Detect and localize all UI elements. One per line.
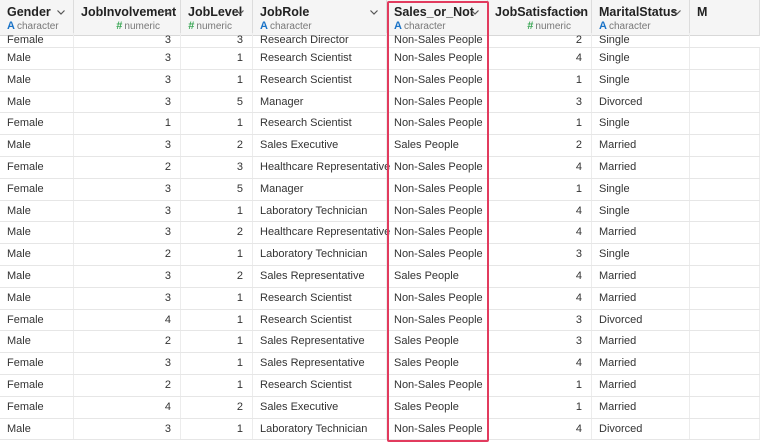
- cell-sales-or-not[interactable]: Non-Sales People: [387, 113, 488, 134]
- cell-maritalstatus[interactable]: Divorced: [592, 310, 690, 331]
- cell-jobrole[interactable]: Sales Representative: [253, 331, 387, 352]
- cell-jobinvolvement[interactable]: 3: [74, 201, 181, 222]
- cell-sales-or-not[interactable]: Non-Sales People: [387, 179, 488, 200]
- cell-jobinvolvement[interactable]: 4: [74, 397, 181, 418]
- cell-maritalstatus[interactable]: Married: [592, 266, 690, 287]
- character-type-icon: A: [394, 20, 402, 32]
- column-name: JobLevel: [188, 5, 243, 19]
- cell-sales-or-not[interactable]: Sales People: [387, 135, 488, 156]
- cell-joblevel[interactable]: 3: [181, 157, 253, 178]
- column-header-jobinvolvement[interactable]: [74, 0, 181, 36]
- table-row: [0, 310, 760, 332]
- cell-m[interactable]: [690, 331, 760, 352]
- cell-joblevel[interactable]: 1: [181, 419, 253, 440]
- cell-jobinvolvement[interactable]: 3: [74, 135, 181, 156]
- cell-maritalstatus[interactable]: Single: [592, 48, 690, 69]
- cell-jobsatisfaction[interactable]: 2: [488, 135, 592, 156]
- cell-jobinvolvement[interactable]: 3: [74, 353, 181, 374]
- table-row: [0, 92, 760, 114]
- column-header-joblevel[interactable]: [181, 0, 253, 36]
- cell-jobsatisfaction[interactable]: 3: [488, 244, 592, 265]
- cell-m[interactable]: [690, 266, 760, 287]
- cell-m[interactable]: [690, 48, 760, 69]
- cell-jobinvolvement[interactable]: 3: [74, 222, 181, 243]
- column-type-label: character: [16, 21, 59, 32]
- cell-joblevel[interactable]: 1: [181, 331, 253, 352]
- column-name: JobSatisfaction: [495, 5, 589, 19]
- column-name: MaritalStatus: [599, 5, 678, 19]
- character-type-icon: A: [260, 20, 268, 32]
- cell-sales-or-not[interactable]: Non-Sales People: [387, 310, 488, 331]
- cell-joblevel[interactable]: 1: [181, 353, 253, 374]
- table-row: [0, 70, 760, 92]
- column-header-gender[interactable]: [0, 0, 74, 36]
- cell-gender[interactable]: Male: [0, 48, 74, 69]
- table-row: [0, 135, 760, 157]
- cell-maritalstatus[interactable]: Single: [592, 33, 690, 47]
- cell-jobrole[interactable]: Manager: [253, 92, 387, 113]
- cell-gender[interactable]: Female: [0, 353, 74, 374]
- cell-jobrole[interactable]: Research Scientist: [253, 310, 387, 331]
- cell-jobrole[interactable]: Laboratory Technician: [253, 244, 387, 265]
- cell-jobsatisfaction[interactable]: 2: [488, 33, 592, 47]
- chevron-down-icon[interactable]: [574, 7, 584, 17]
- column-type-label: numeric: [124, 21, 160, 32]
- cell-maritalstatus[interactable]: Divorced: [592, 419, 690, 440]
- cell-jobsatisfaction[interactable]: 3: [488, 92, 592, 113]
- cell-gender[interactable]: Male: [0, 70, 74, 91]
- table-row: [0, 48, 760, 70]
- cell-jobinvolvement[interactable]: 4: [74, 310, 181, 331]
- cell-jobsatisfaction[interactable]: 4: [488, 48, 592, 69]
- column-type: [495, 20, 591, 33]
- cell-jobsatisfaction[interactable]: 4: [488, 222, 592, 243]
- cell-jobinvolvement[interactable]: 2: [74, 157, 181, 178]
- cell-joblevel[interactable]: 1: [181, 70, 253, 91]
- cell-joblevel[interactable]: 1: [181, 244, 253, 265]
- cell-joblevel[interactable]: 1: [181, 288, 253, 309]
- column-type-label: character: [608, 21, 651, 32]
- cell-maritalstatus[interactable]: Married: [592, 375, 690, 396]
- cell-gender[interactable]: Male: [0, 266, 74, 287]
- character-type-icon: A: [7, 20, 15, 32]
- cell-gender[interactable]: Female: [0, 310, 74, 331]
- cell-jobrole[interactable]: Sales Representative: [253, 266, 387, 287]
- cell-gender[interactable]: Male: [0, 331, 74, 352]
- cell-joblevel[interactable]: 5: [181, 179, 253, 200]
- cell-jobinvolvement[interactable]: 2: [74, 375, 181, 396]
- table-row: [0, 222, 760, 244]
- cell-sales-or-not[interactable]: Non-Sales People: [387, 244, 488, 265]
- cell-maritalstatus[interactable]: Married: [592, 135, 690, 156]
- numeric-type-icon: #: [188, 20, 195, 32]
- cell-sales-or-not[interactable]: Non-Sales People: [387, 70, 488, 91]
- cell-m[interactable]: [690, 397, 760, 418]
- cell-jobsatisfaction[interactable]: 1: [488, 179, 592, 200]
- cell-jobsatisfaction[interactable]: 1: [488, 70, 592, 91]
- cell-joblevel[interactable]: 2: [181, 135, 253, 156]
- table-row: [0, 179, 760, 201]
- cell-jobsatisfaction[interactable]: 1: [488, 397, 592, 418]
- character-type-icon: A: [599, 20, 607, 32]
- cell-maritalstatus[interactable]: Single: [592, 113, 690, 134]
- table-row: [0, 419, 760, 441]
- cell-jobrole[interactable]: Manager: [253, 179, 387, 200]
- column-type: [599, 20, 689, 33]
- column-type: [260, 20, 386, 33]
- cell-jobrole[interactable]: Research Scientist: [253, 70, 387, 91]
- column-type-label: character: [269, 21, 312, 32]
- column-header-row: [0, 0, 760, 36]
- cell-jobsatisfaction[interactable]: 4: [488, 353, 592, 374]
- cell-gender[interactable]: Female: [0, 113, 74, 134]
- cell-jobinvolvement[interactable]: 3: [74, 288, 181, 309]
- cell-joblevel[interactable]: 1: [181, 113, 253, 134]
- cell-sales-or-not[interactable]: Sales People: [387, 331, 488, 352]
- cell-jobrole[interactable]: Research Scientist: [253, 288, 387, 309]
- numeric-type-icon: #: [116, 20, 123, 32]
- cell-jobsatisfaction[interactable]: 4: [488, 266, 592, 287]
- table-row: [0, 288, 760, 310]
- cell-jobrole[interactable]: Research Director: [253, 33, 387, 47]
- cell-maritalstatus[interactable]: Married: [592, 353, 690, 374]
- cell-jobinvolvement[interactable]: 3: [74, 419, 181, 440]
- cell-joblevel[interactable]: 2: [181, 266, 253, 287]
- column-type: [81, 20, 180, 33]
- column-type-label: character: [403, 21, 446, 32]
- cell-jobrole[interactable]: Laboratory Technician: [253, 419, 387, 440]
- cell-gender[interactable]: Male: [0, 92, 74, 113]
- cell-sales-or-not[interactable]: Non-Sales People: [387, 201, 488, 222]
- numeric-type-icon: #: [527, 20, 534, 32]
- cell-joblevel[interactable]: 2: [181, 222, 253, 243]
- cell-jobsatisfaction[interactable]: 4: [488, 157, 592, 178]
- cell-m[interactable]: [690, 92, 760, 113]
- chevron-down-icon[interactable]: [235, 7, 245, 17]
- chevron-down-icon[interactable]: [56, 7, 66, 17]
- column-name: M: [697, 5, 708, 19]
- cell-joblevel[interactable]: 1: [181, 375, 253, 396]
- chevron-down-icon[interactable]: [672, 7, 682, 17]
- cell-maritalstatus[interactable]: Married: [592, 397, 690, 418]
- cell-maritalstatus[interactable]: Divorced: [592, 92, 690, 113]
- column-type-label: numeric: [535, 21, 571, 32]
- cell-jobsatisfaction[interactable]: 4: [488, 419, 592, 440]
- cell-jobrole[interactable]: Healthcare Representative: [253, 157, 387, 178]
- column-name: Gender: [7, 5, 51, 19]
- column-header-jobsatisfaction[interactable]: [488, 0, 592, 36]
- cell-maritalstatus[interactable]: Married: [592, 331, 690, 352]
- cell-m[interactable]: [690, 113, 760, 134]
- cell-gender[interactable]: Female: [0, 179, 74, 200]
- cell-m[interactable]: [690, 310, 760, 331]
- cell-sales-or-not[interactable]: Non-Sales People: [387, 419, 488, 440]
- table-row: [0, 353, 760, 375]
- cell-jobinvolvement[interactable]: 2: [74, 331, 181, 352]
- cell-jobinvolvement[interactable]: 2: [74, 244, 181, 265]
- cell-m[interactable]: [690, 375, 760, 396]
- column-header-maritalstatus[interactable]: [592, 0, 690, 36]
- cell-maritalstatus[interactable]: Single: [592, 179, 690, 200]
- cell-m[interactable]: [690, 157, 760, 178]
- cell-jobrole[interactable]: Research Scientist: [253, 48, 387, 69]
- cell-gender[interactable]: Male: [0, 201, 74, 222]
- cell-gender[interactable]: Female: [0, 157, 74, 178]
- table-row: [0, 266, 760, 288]
- cell-m[interactable]: [690, 222, 760, 243]
- cell-m[interactable]: [690, 179, 760, 200]
- cell-jobrole[interactable]: Healthcare Representative: [253, 222, 387, 243]
- cell-maritalstatus[interactable]: Single: [592, 201, 690, 222]
- cell-sales-or-not[interactable]: Non-Sales People: [387, 375, 488, 396]
- column-name: JobRole: [260, 5, 310, 19]
- cell-maritalstatus[interactable]: Married: [592, 157, 690, 178]
- column-type-label: numeric: [196, 21, 232, 32]
- cell-gender[interactable]: Male: [0, 135, 74, 156]
- cell-joblevel[interactable]: 2: [181, 397, 253, 418]
- column-type: [394, 20, 487, 33]
- table-row: [0, 244, 760, 266]
- cell-jobrole[interactable]: Sales Representative: [253, 353, 387, 374]
- cell-m[interactable]: [690, 353, 760, 374]
- cell-maritalstatus[interactable]: Single: [592, 70, 690, 91]
- column-type: [7, 20, 73, 33]
- cell-sales-or-not[interactable]: Sales People: [387, 353, 488, 374]
- cell-jobrole[interactable]: Sales Executive: [253, 397, 387, 418]
- cell-jobinvolvement[interactable]: 3: [74, 33, 181, 47]
- cell-jobinvolvement[interactable]: 1: [74, 113, 181, 134]
- cell-jobsatisfaction[interactable]: 1: [488, 375, 592, 396]
- cell-gender[interactable]: Male: [0, 222, 74, 243]
- chevron-down-icon[interactable]: [470, 7, 480, 17]
- cell-m[interactable]: [690, 135, 760, 156]
- cell-jobrole[interactable]: Sales Executive: [253, 135, 387, 156]
- cell-sales-or-not[interactable]: Sales People: [387, 266, 488, 287]
- table-row: [0, 113, 760, 135]
- cell-jobinvolvement[interactable]: 3: [74, 92, 181, 113]
- column-header-sales-or-not[interactable]: [387, 0, 488, 36]
- column-name: Sales_or_Not: [394, 5, 474, 19]
- cell-maritalstatus[interactable]: Single: [592, 244, 690, 265]
- table-row: [0, 157, 760, 179]
- cell-sales-or-not[interactable]: Sales People: [387, 397, 488, 418]
- cell-jobinvolvement[interactable]: 3: [74, 179, 181, 200]
- cell-jobsatisfaction[interactable]: 3: [488, 331, 592, 352]
- cell-jobsatisfaction[interactable]: 4: [488, 288, 592, 309]
- cell-jobrole[interactable]: Laboratory Technician: [253, 201, 387, 222]
- cell-jobinvolvement[interactable]: 3: [74, 70, 181, 91]
- cell-sales-or-not[interactable]: Non-Sales People: [387, 288, 488, 309]
- cell-gender[interactable]: Male: [0, 419, 74, 440]
- cell-sales-or-not[interactable]: Non-Sales People: [387, 48, 488, 69]
- cell-maritalstatus[interactable]: Married: [592, 222, 690, 243]
- cell-jobinvolvement[interactable]: 3: [74, 266, 181, 287]
- cell-maritalstatus[interactable]: Married: [592, 288, 690, 309]
- table-row: [0, 331, 760, 353]
- cell-m[interactable]: [690, 244, 760, 265]
- chevron-down-icon[interactable]: [369, 7, 379, 17]
- cell-jobinvolvement[interactable]: 3: [74, 48, 181, 69]
- cell-m[interactable]: [690, 70, 760, 91]
- cell-m[interactable]: [690, 419, 760, 440]
- chevron-down-icon[interactable]: [163, 7, 173, 17]
- cell-sales-or-not[interactable]: Non-Sales People: [387, 33, 488, 47]
- cell-gender[interactable]: Male: [0, 244, 74, 265]
- table-row: [0, 375, 760, 397]
- cell-gender[interactable]: Female: [0, 33, 74, 47]
- cell-joblevel[interactable]: 1: [181, 310, 253, 331]
- table-row: [0, 397, 760, 419]
- cell-jobsatisfaction[interactable]: 3: [488, 310, 592, 331]
- cell-joblevel[interactable]: 3: [181, 33, 253, 47]
- table-row: [0, 36, 760, 48]
- cell-gender[interactable]: Male: [0, 288, 74, 309]
- cell-jobrole[interactable]: Research Scientist: [253, 113, 387, 134]
- column-header-jobrole[interactable]: [253, 0, 387, 36]
- column-name: JobInvolvement: [81, 5, 177, 19]
- cell-gender[interactable]: Female: [0, 397, 74, 418]
- cell-m[interactable]: [690, 201, 760, 222]
- cell-sales-or-not[interactable]: Non-Sales People: [387, 157, 488, 178]
- cell-joblevel[interactable]: 5: [181, 92, 253, 113]
- cell-jobrole[interactable]: Research Scientist: [253, 375, 387, 396]
- cell-joblevel[interactable]: 1: [181, 48, 253, 69]
- cell-sales-or-not[interactable]: Non-Sales People: [387, 222, 488, 243]
- cell-sales-or-not[interactable]: Non-Sales People: [387, 92, 488, 113]
- grid-body: [0, 36, 760, 440]
- cell-gender[interactable]: Female: [0, 375, 74, 396]
- column-type: [188, 20, 252, 33]
- cell-jobsatisfaction[interactable]: 1: [488, 113, 592, 134]
- cell-jobsatisfaction[interactable]: 4: [488, 201, 592, 222]
- cell-joblevel[interactable]: 1: [181, 201, 253, 222]
- table-row: [0, 201, 760, 223]
- cell-m[interactable]: [690, 288, 760, 309]
- column-header-m[interactable]: [690, 0, 760, 36]
